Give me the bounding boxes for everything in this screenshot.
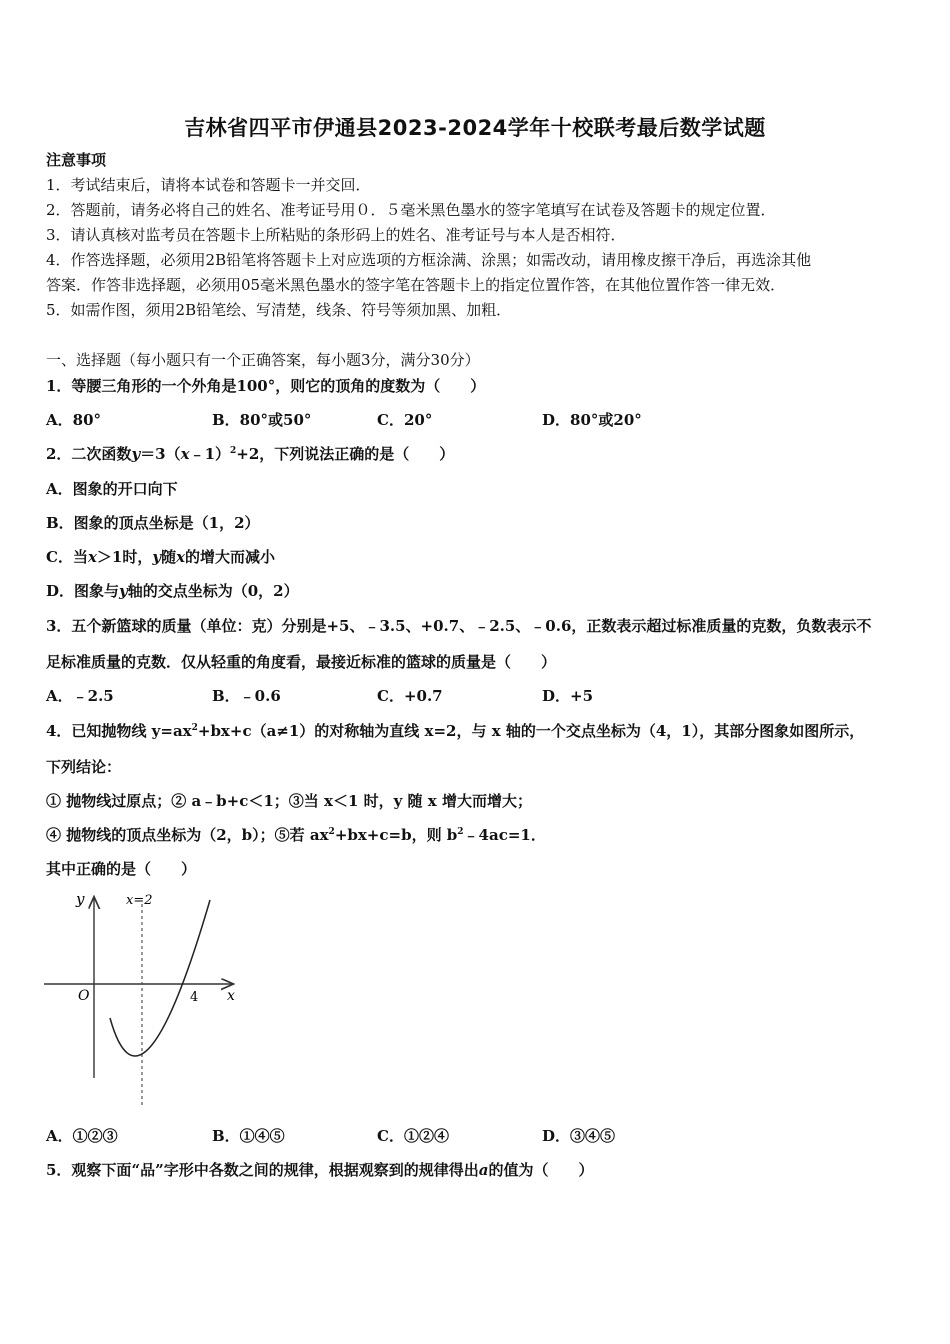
q3-option-a: A．﹣2.5	[46, 687, 114, 705]
q4-option-a: A．①②③	[46, 1127, 118, 1145]
notice-item: 4．作答选择题，必须用2B铅笔将答题卡上对应选项的方框涂满、涂黑；如需改动，请用橡皮擦干净后，再选涂其他	[46, 251, 812, 269]
q4-option-b: B．①④⑤	[212, 1127, 285, 1145]
notice-item: 3．请认真核对监考员在答题卡上所粘贴的条形码上的姓名、准考证号与本人是否相符．	[46, 226, 626, 244]
notice-heading: 注意事项	[46, 151, 107, 169]
y-axis-label: y	[76, 890, 85, 908]
question-2-stem: 2．二次函数y＝3（x﹣1）$^2$+2，下列说法正确的是（ ）	[46, 445, 455, 463]
question-4-stem-line4: ④ 抛物线的顶点坐标为（2，b）；⑤若 $ax^2+bx+c=b$，则 $b^2﹣4ac=1$．	[46, 826, 546, 844]
x-axis-label: x	[227, 988, 235, 1004]
parabola-graph	[42, 888, 242, 1113]
root-label: 4	[190, 990, 199, 1005]
q3-option-d: D．+5	[542, 687, 594, 705]
q2-option-b: B．图象的顶点坐标是（1，2）	[46, 514, 260, 532]
q1-option-d: D．80°或20°	[542, 411, 642, 429]
question-4-stem-line3: ① 抛物线过原点；② a﹣b+c＜1；③当 x＜1 时，y 随 x 增大而增大；	[46, 792, 532, 810]
q4-option-c: C．①②④	[377, 1127, 449, 1145]
q1-option-b: B．80°或50°	[212, 411, 312, 429]
question-4-stem-line2: 下列结论：	[46, 758, 122, 776]
q1-option-c: C．20°	[377, 411, 433, 429]
q3-option-c: C．+0.7	[377, 687, 443, 705]
q4-option-d: D．③④⑤	[542, 1127, 616, 1145]
section-heading: 一、选择题（每小题只有一个正确答案，每小题3分，满分30分）	[46, 351, 480, 369]
notice-item: 5．如需作图，须用2B铅笔绘、写清楚，线条、符号等须加黑、加粗．	[46, 301, 512, 319]
notice-item: 答案．作答非选择题，必须用05毫米黑色墨水的签字笔在答题卡上的指定位置作答，在其他位置作答一律无效．	[46, 276, 786, 294]
question-4-stem-line1: 4．已知抛物线 $y=ax^2+bx+c(a\ne 1)$的对称轴为直线 x=2，与 x 轴的一个交点坐标为（4，1），其部分图象如图所示，	[46, 722, 865, 740]
question-3-stem-line2: 足标准质量的克数．仅从轻重的角度看，最接近标准的篮球的质量是（ ）	[46, 653, 557, 671]
parabola-curve	[110, 900, 210, 1056]
q2-option-d: D．图象与y轴的交点坐标为（0，2）	[46, 582, 299, 600]
notice-item: 2．答题前，请务必将自己的姓名、准考证号用０．５毫米黑色墨水的签字笔填写在试卷及答题卡的规定位置．	[46, 201, 776, 219]
q2-option-c: C．当x＞1时，y随x的增大而减小	[46, 548, 276, 566]
question-4-stem-line5: 其中正确的是（ ）	[46, 860, 197, 878]
notice-item: 1．考试结束后，请将本试卷和答题卡一并交回．	[46, 176, 371, 194]
q3-option-b: B．﹣0.6	[212, 687, 281, 705]
question-5-stem: 5．观察下面“品”字形中各数之间的规律，根据观察到的规律得出a的值为（ ）	[46, 1161, 594, 1179]
q2-option-a: A．图象的开口向下	[46, 480, 178, 498]
symmetry-axis-label: x=2	[126, 893, 153, 908]
page-title: 吉林省四平市伊通县2023-2024学年十校联考最后数学试题	[184, 116, 766, 140]
origin-label: O	[78, 988, 90, 1004]
question-3-stem-line1: 3．五个新篮球的质量（单位：克）分别是+5、﹣3.5、+0.7、﹣2.5、﹣0.6，正数表示超过标准质量的克数，负数表示不	[46, 617, 872, 635]
question-1-stem: 1．等腰三角形的一个外角是100°，则它的顶角的度数为（ ）	[46, 377, 486, 395]
q1-option-a: A．80°	[46, 411, 102, 429]
